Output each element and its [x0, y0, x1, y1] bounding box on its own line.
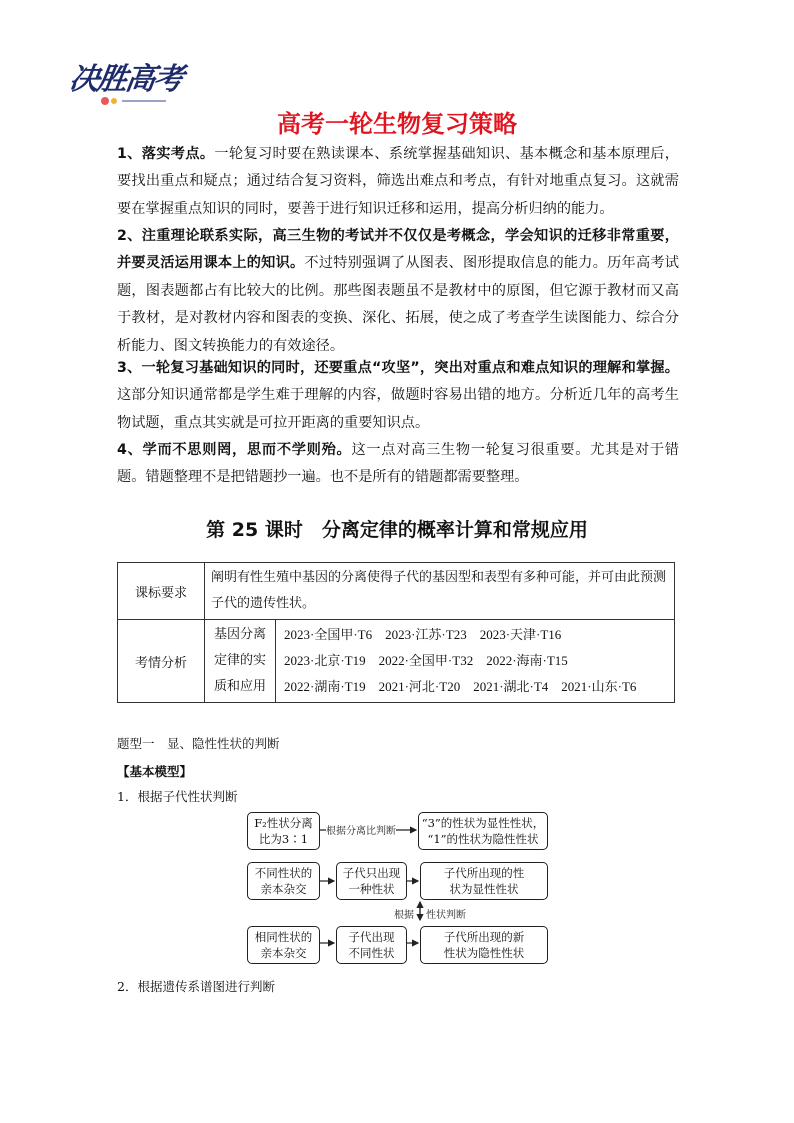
page-title: 高考一轮生物复习策略 — [277, 110, 517, 138]
dominance-diagram — [244, 808, 554, 970]
exam-topic: 基因分离 定律的实 质和应用 — [205, 620, 276, 703]
strategy-paragraph-4: 4、学而不思则罔，思而不学则殆。这一点对高三生物一轮复习很重要。尤其是对于错题。错题整理不是把错题抄一遍。也不是所有的错题都需要整理。 — [117, 442, 679, 486]
item-1-heading: 1．根据子代性状判断 — [117, 789, 238, 804]
lesson-title: 第 25 课时 分离定律的概率计算和常规应用 — [206, 519, 588, 541]
curriculum-table — [117, 562, 675, 703]
box-one-trait: 子代只出现 一种性状 — [336, 862, 407, 900]
logo-text: 决胜高考 — [67, 62, 184, 97]
box-recessive-result: 子代所出现的新 性状为隐性性状 — [420, 926, 548, 964]
exam-citations: 2023·全国甲·T6 2023·江苏·T23 2023·天津·T16 2023·北京·T19 2022·全国甲·T32 2022·海南·T15 2022·湖南·T19 2021·河北·T20 2021·湖北·T4 2021·山东·T6 — [276, 620, 675, 703]
strategy-paragraph-3: 3、一轮复习基础知识的同时，还要重点“攻坚”，突出对重点和难点知识的理解和掌握。这部分知识通常都是学生难于理解的内容，做题时容易出错的地方。分析近几年的高考生物试题，重点其实就是可拉开距离的重要知识点。 — [117, 360, 679, 431]
note-by-ratio: 根据分离比判断 — [326, 822, 396, 837]
type1-heading: 题型一 显、隐性性状的判断 — [117, 736, 280, 751]
box-different-parents: 不同性状的 亲本杂交 — [247, 862, 320, 900]
strategy-paragraph-1: 1、落实考点。一轮复习时要在熟读课本、系统掌握基础知识、基本概念和基本原理后，要找出重点和疑点；通过结合复习资料，筛选出难点和考点，有针对地重点复习。这就需要在掌握重点知识的同时，要善于进行知识迁移和运用，提高分析归纳的能力。 — [117, 146, 679, 217]
exam-analysis-label: 考情分析 — [118, 620, 205, 703]
strategy-paragraph-2: 2、注重理论联系实际，高三生物的考试并不仅仅是考概念，学会知识的迁移非常重要，并要灵活运用课本上的知识。不过特别强调了从图表、图形提取信息的能力。历年高考试题，图表题都占有比较大的比例。那些图表题虽不是教材中的原图，但它源于教材而又高于教材，是对教材内容和图表的变换、深化、拓展，使之成了考查学生读图能力、综合分析能力、图文转换能力的有效途径。 — [117, 228, 679, 354]
note-by: 根据 — [394, 906, 414, 921]
box-f2-ratio: F₂性状分离 比为3∶1 — [247, 812, 320, 850]
box-ratio-result: “3”的性状为显性性状， “1”的性状为隐性性状 — [418, 812, 548, 850]
curriculum-text: 阐明有性生殖中基因的分离使得子代的基因型和表型有多种可能，并可由此预测子代的遗传性状。 — [205, 563, 675, 620]
box-same-parents: 相同性状的 亲本杂交 — [247, 926, 320, 964]
item-2-heading: 2．根据遗传系谱图进行判断 — [117, 979, 275, 994]
curriculum-label: 课标要求 — [118, 563, 205, 620]
basic-model-heading: 【基本模型】 — [117, 764, 193, 779]
box-dominant-result: 子代所出现的性 状为显性性状 — [420, 862, 548, 900]
box-different-traits: 子代出现 不同性状 — [336, 926, 407, 964]
note-by-trait: 性状判断 — [426, 906, 466, 921]
